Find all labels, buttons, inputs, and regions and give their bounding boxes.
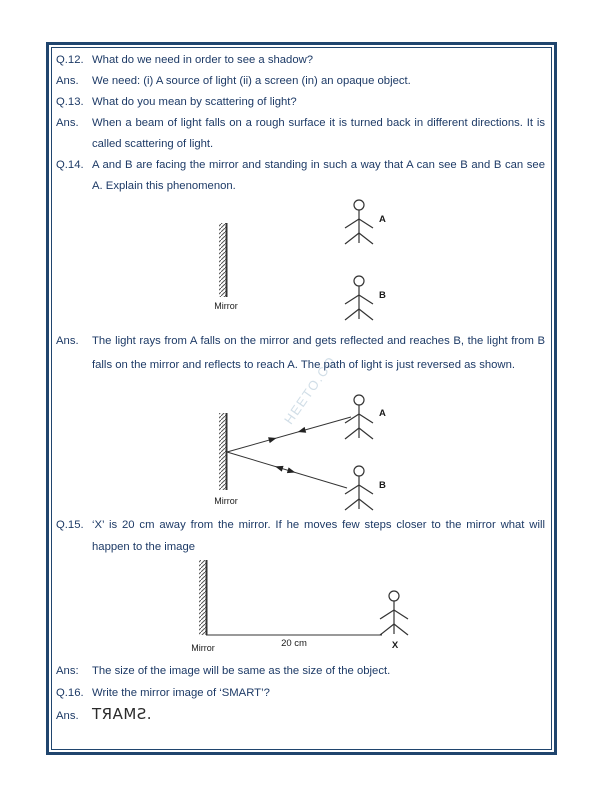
light-rays [227,417,351,488]
mirror-label: Mirror [191,643,215,653]
qa-row-q14 [56,155,545,197]
qa-row-ans14 [56,329,545,377]
answer-text: When a beam of light falls on a rough surface it is turned back in different directions. It is called scattering of light. [92,117,545,150]
question-text: What do we need in order to see a shadow? [92,54,314,66]
light-path-diagram [149,392,509,514]
mirror-icon [199,560,207,635]
qa-row-q13 [56,92,545,113]
watermark: HEETO.CO [281,353,339,427]
answer-text: The size of the image will be same as the size of the object. [92,665,391,677]
qa-row-ans12 [56,71,545,92]
stick-figure-x-icon [380,591,408,635]
distance-label: 20 cm [281,638,307,649]
qa-row-ans16 [56,704,545,727]
qa-row-q16 [56,683,545,704]
qa-row-ans13 [56,113,545,155]
qa-row-q12 [56,50,545,71]
mirror-icon [219,413,227,490]
figure-a-label: A [379,408,386,419]
answer-text: We need: (i) A source of light (ii) a screen (in) an opaque object. [92,75,411,87]
page-inner-border [51,47,552,750]
answer-text: The light rays from A falls on the mirror and gets reflected and reaches B, the light from B falls on the mirror and reflects to reach A. The path of light is just reversed as shown. [92,335,545,371]
answer-label: Ans: [56,665,79,677]
question-number: Q.15. [56,519,84,531]
question-text: Write the mirror image of ‘SMART’? [92,687,270,699]
mirror-icon [219,223,227,297]
stick-figure-b-icon [345,466,373,510]
mirror-diagram-a-b [149,196,509,324]
stick-figure-a-icon [345,200,373,244]
figure-b-label: B [379,290,386,301]
question-number: Q.13. [56,96,84,108]
question-number: Q.16. [56,687,84,699]
mirror-image-answer: TЯAMƧ. [92,705,153,723]
distance-diagram [149,556,449,656]
ray-arrowheads [268,427,306,475]
answer-label: Ans. [56,75,79,87]
figure-x-label: X [391,640,399,651]
qa-row-q15 [56,514,545,558]
answer-label: Ans. [56,710,79,722]
qa-row-ans15 [56,661,545,682]
question-number: Q.14. [56,159,84,171]
mirror-label: Mirror [214,496,238,506]
question-text: A and B are facing the mirror and standing in such a way that A can see B and B can see A. Explain this phenomenon. [92,159,545,192]
worksheet-content [52,48,551,749]
answer-label: Ans. [56,335,79,347]
question-number: Q.12. [56,54,84,66]
stick-figure-b-icon [345,276,373,320]
question-text: ‘X’ is 20 cm away from the mirror. If he moves few steps closer to the mirror what will happen to the image [92,519,545,553]
page-outer-border [46,42,557,755]
figure-a-label: A [379,214,386,225]
figure-b-label: B [379,480,386,491]
mirror-label: Mirror [214,301,238,311]
answer-label: Ans. [56,117,79,129]
question-text: What do you mean by scattering of light? [92,96,297,108]
